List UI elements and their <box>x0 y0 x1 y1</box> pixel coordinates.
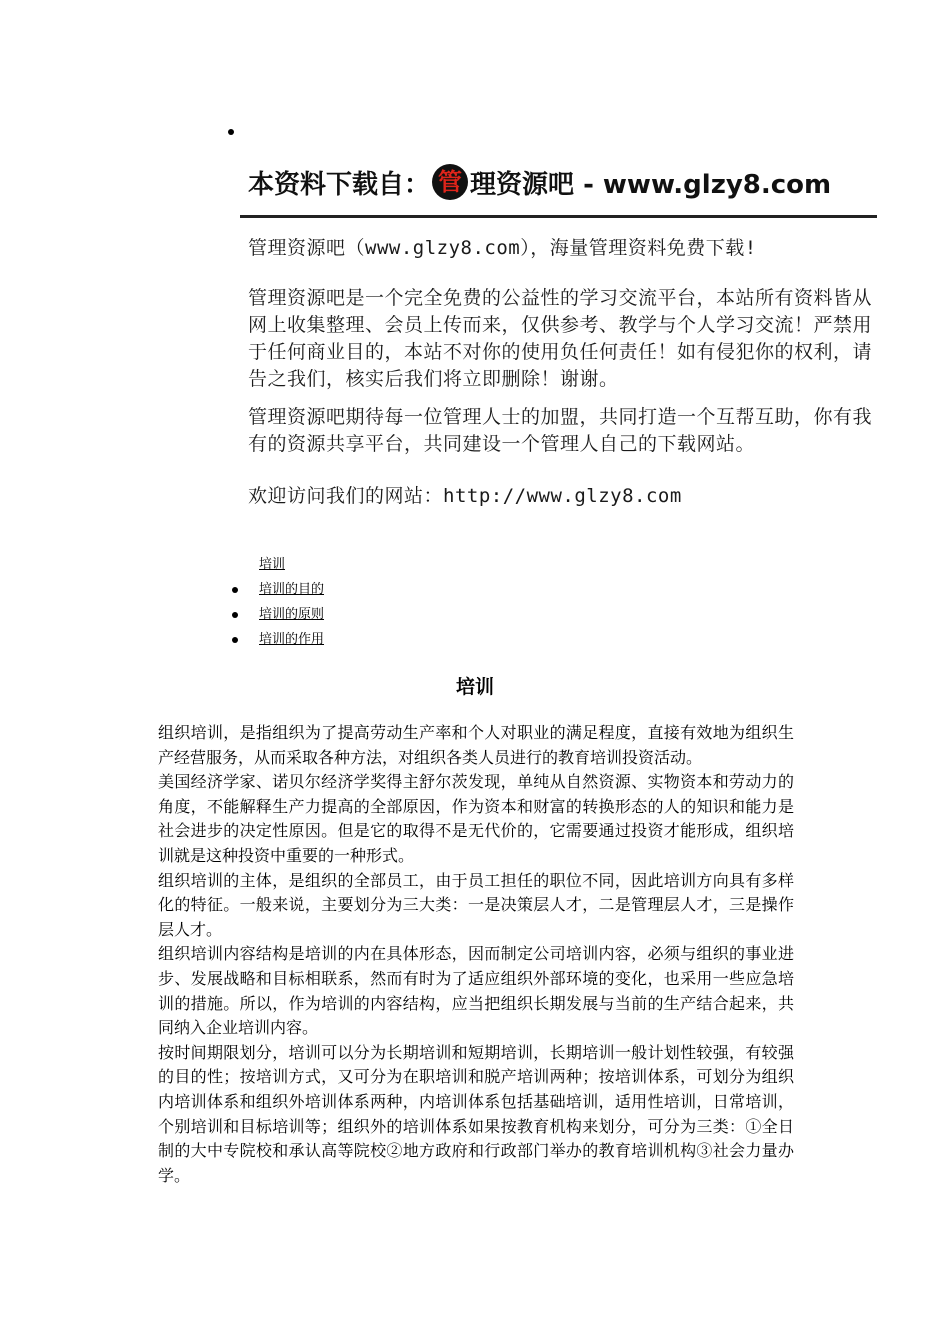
banner-title <box>248 160 831 204</box>
article-paragraph: 组织培训的主体，是组织的全部员工，由于员工担任的职位不同，因此培训方向具有多样化的特征。一般来说，主要划分为三大类：一是决策层人才，二是管理层人才，三是操作层人才。 <box>158 870 794 939</box>
logo-icon <box>432 164 468 200</box>
article-paragraph: 组织培训内容结构是培训的内在具体形态，因而制定公司培训内容，必须与组织的事业进步、发展战略和目标相联系，然而有时为了适应组织外部环境的变化，也采用一些应急培训的措施。所以，作为培训的内容结构，应当把组织长期发展与当前的生产结合起来，共同纳入企业培训内容。 <box>158 944 794 1038</box>
banner-welcome: 欢迎访问我们的网站：http://www.glzy8.com <box>248 485 682 507</box>
bullet-icon <box>232 587 238 593</box>
list-bullet <box>228 129 234 135</box>
banner-para1-text: 管理资源吧是一个完全免费的公益性的学习交流平台，本站所有资料皆从网上收集整理、会员上传而来，仅供参考、教学与个人学习交流！严禁用于任何商业目的，本站不对你的使用负任何责任！如有侵犯你的权利，请告之我们，核实后我们将立即删除！谢谢。 <box>248 287 873 390</box>
toc-item <box>232 602 324 627</box>
toc-link-principle[interactable]: 培训的原则 <box>259 607 325 622</box>
banner-line1: 管理资源吧（www.glzy8.com），海量管理资料免费下载! <box>248 237 757 259</box>
toc-item <box>232 627 324 652</box>
article-paragraph: 美国经济学家、诺贝尔经济学奖得主舒尔茨发现，单纯从自然资源、实物资本和劳动力的角度，不能解释生产力提高的全部原因，作为资本和财富的转换形态的人的知识和能力是社会进步的决定性原因。但是它的取得不是无代价的，它需要通过投资才能形成，组织培训就是这种投资中重要的一种形式。 <box>158 772 794 865</box>
table-of-contents <box>232 552 324 652</box>
banner-title-left: 本资料下载自： <box>248 169 431 200</box>
article-paragraph: 按时间期限划分，培训可以分为长期培训和短期培训，长期培训一般计划性较强，有较强的目的性；按培训方式，又可分为在职培训和脱产培训两种；按培训体系，可划分为组织内培训体系和组织外培训体系两种，内培训体系包括基础培训，适用性培训，日常培训，个别培训和目标培训等；组织外的培训体系如果按教育机构来划分，可分为三类：①全日制的大中专院校和承认高等院校②地方政府和行政部门举办的教育培训机构③社会力量办学。 <box>158 1042 794 1185</box>
bullet-icon <box>232 637 238 643</box>
toc-root-row <box>232 552 324 577</box>
bullet-icon <box>232 612 238 618</box>
toc-link-root[interactable]: 培训 <box>259 557 286 572</box>
article-paragraph: 组织培训，是指组织为了提高劳动生产率和个人对职业的满足程度，直接有效地为组织生产经营服务，从而采取各种方法，对组织各类人员进行的教育培训投资活动。 <box>158 723 794 767</box>
banner-para2 <box>248 404 878 458</box>
banner-divider <box>240 215 877 218</box>
banner-title-right: 理资源吧 - www.glzy8.com <box>470 169 832 200</box>
banner-para2-text: 管理资源吧期待每一位管理人士的加盟，共同打造一个互帮互助，你有我有的资源共享平台，共同建设一个管理人自己的下载网站。 <box>248 406 873 455</box>
download-banner <box>240 150 880 520</box>
article-title: 培训 <box>455 676 494 698</box>
article-body <box>158 721 794 1188</box>
toc-link-purpose[interactable]: 培训的目的 <box>259 582 325 597</box>
banner-para1 <box>248 285 878 393</box>
toc-item <box>232 577 324 602</box>
logo-char: 管 <box>438 168 463 196</box>
toc-link-function[interactable]: 培训的作用 <box>259 632 325 647</box>
